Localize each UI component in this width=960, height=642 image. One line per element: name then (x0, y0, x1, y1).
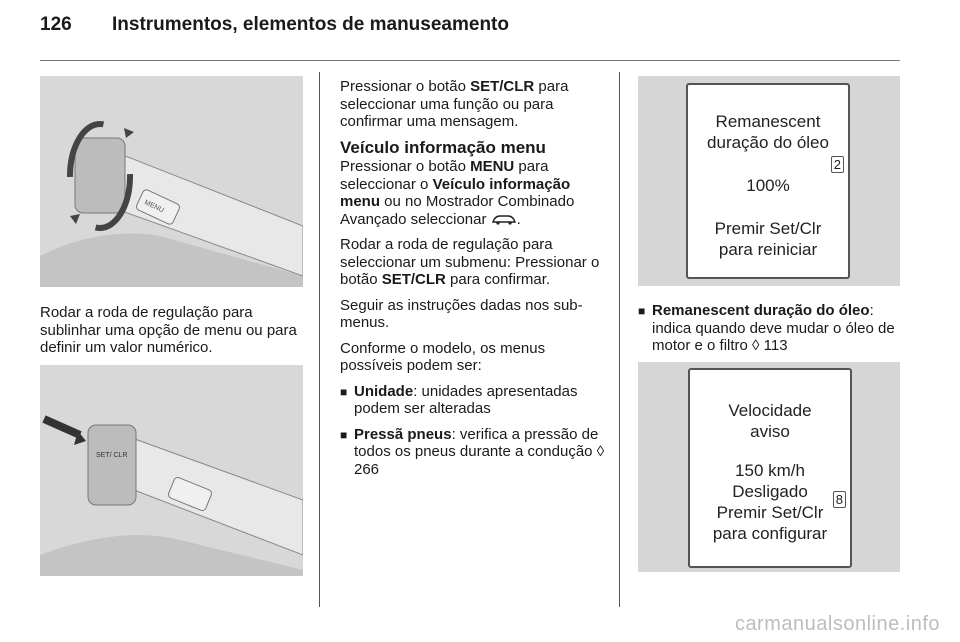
page-ref-266[interactable]: 266 (354, 460, 380, 478)
stalk-wheel-illustration (40, 76, 303, 287)
lcd2-line5: Premir Set/Clr (716, 503, 824, 522)
bullet-icon: ■ (638, 304, 646, 318)
speed-warning-display (688, 368, 852, 568)
page-number: 126 (40, 14, 72, 35)
bullet-icon: ■ (340, 427, 348, 442)
paragraph-instructions: Seguir as instruções dadas nos sub-menus. (340, 296, 583, 331)
lcd1-line5: para reiniciar (718, 240, 818, 259)
oil-life-bullet: ■ Remanescent duração do óleo: indica quando deve mudar o óleo de motor e o filtro ◊ 113 (638, 302, 895, 354)
header-rule (40, 60, 900, 61)
lcd1-line2: duração do óleo (707, 133, 829, 152)
lcd2-badge: 8 (833, 491, 846, 508)
lcd1-badge: 2 (831, 156, 844, 173)
stalk-setclr-illustration (40, 365, 303, 576)
paragraph-menu: Pressionar o botão MENU para seleccionar o Veículo informação menu ou no Mostrador Combinado Avançado seleccionar . (340, 158, 575, 228)
paragraph-submenu: Rodar a roda de regulação para seleccionar um submenu: Pressionar o botão SET/CLR para confirmar. (340, 236, 600, 288)
page-title: Instrumentos, elementos de manuseamento (112, 14, 509, 35)
list-item-unidade: ■ Unidade: unidades apresentadas podem ser alteradas (340, 382, 578, 417)
oil-life-display (686, 83, 850, 279)
watermark: carmanualsonline.info (734, 613, 940, 635)
oil-life-display-image (638, 76, 900, 286)
page-ref-icon: ◊ (752, 337, 760, 354)
lcd2-line6: para configurar (712, 524, 828, 543)
caption-text: Rodar a roda de regulação para sublinhar uma opção de menu ou para definir um valor numérico. (40, 304, 297, 356)
column-divider-2 (619, 72, 620, 607)
paragraph-setclr: Pressionar o botão SET/CLR para seleccionar uma função ou para confirmar uma mensagem. (340, 78, 569, 130)
lcd2-line1: Velocidade (728, 401, 812, 420)
bullet-icon: ■ (340, 384, 348, 399)
car-icon (491, 214, 517, 225)
column-2-text (340, 78, 608, 486)
section-heading: Veículo informação menu (340, 137, 546, 157)
page-ref-113[interactable]: 113 (763, 337, 788, 354)
column-divider-1 (319, 72, 320, 607)
page-ref-icon: ◊ (596, 443, 605, 460)
lcd1-line4: Premir Set/Clr (714, 219, 822, 238)
page-header (40, 14, 509, 36)
stalk-setclr-label: SET/ CLR (96, 452, 128, 459)
speed-warning-display-image (638, 362, 900, 572)
lcd2-line4: Desligado (732, 482, 808, 501)
lcd2-value: 150 km/h (735, 461, 805, 480)
list-item-pressao: ■ Pressã pneus: verifica a pressão de todos os pneus durante a condução ◊ 266 (340, 425, 605, 478)
lcd2-line2: aviso (750, 422, 790, 441)
paragraph-models: Conforme o modelo, os menus possíveis podem ser: (340, 339, 546, 374)
stalk-menu-label: MENU (143, 199, 165, 215)
lcd1-value: 100% (746, 176, 790, 195)
lcd1-line1: Remanescent (715, 112, 821, 131)
